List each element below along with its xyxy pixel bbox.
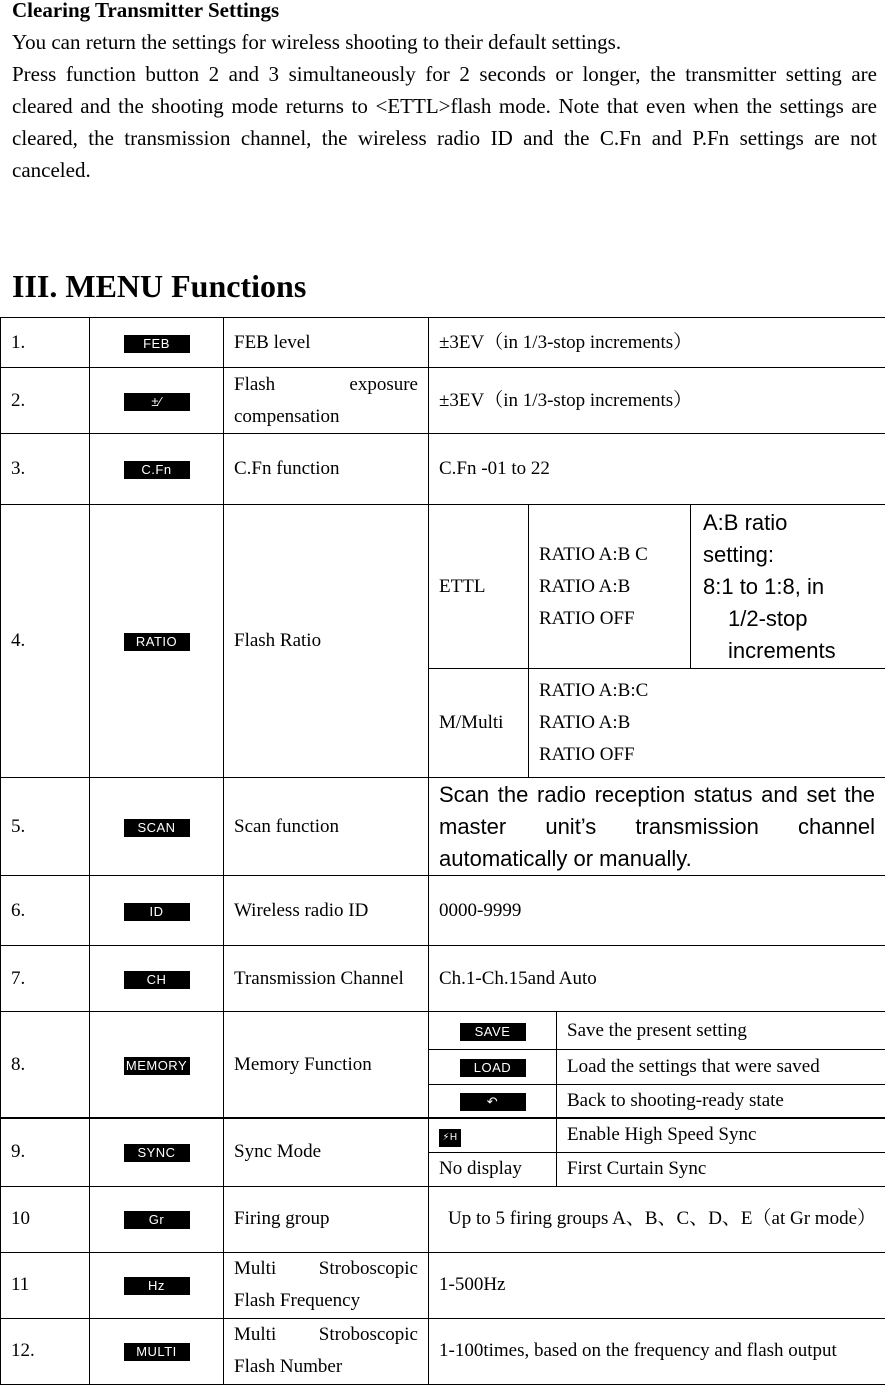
list-item: RATIO A:B <box>539 571 680 603</box>
section-title: III. MENU Functions <box>12 266 306 306</box>
row-name: Transmission Channel <box>224 946 429 1012</box>
row-value: ±3EV（in 1/3-stop increments） <box>429 318 885 368</box>
feb-icon: FEB <box>124 335 190 353</box>
row-value: Ch.1-Ch.15and Auto <box>429 946 885 1012</box>
back-arrow-icon: ↶ <box>460 1093 526 1111</box>
ettl-label: ETTL <box>429 505 529 669</box>
high-speed-sync-description: Enable High Speed Sync <box>557 1118 885 1152</box>
ab-ratio-note: A:B ratio setting: 8:1 to 1:8, in 1/2-stop increments <box>691 505 885 669</box>
table-row <box>1 876 885 946</box>
multi-label: M/Multi <box>429 669 529 778</box>
row-value: ±3EV（in 1/3-stop increments） <box>429 368 885 434</box>
table-row <box>1 946 885 1012</box>
table-row <box>1 505 885 669</box>
row-name: Sync Mode <box>224 1118 429 1186</box>
list-item: RATIO OFF <box>539 603 680 635</box>
clearing-title: Clearing Transmitter Settings <box>12 0 279 23</box>
load-description: Load the settings that were saved <box>557 1050 885 1085</box>
list-item: RATIO A:B:C <box>539 675 875 707</box>
table-row <box>1 1252 885 1318</box>
row-value: C.Fn -01 to 22 <box>429 434 885 505</box>
row-number: 5. <box>1 778 90 876</box>
row-value: 1-100times, based on the frequency and flash output <box>429 1318 885 1384</box>
row-number: 7. <box>1 946 90 1012</box>
row-number: 12. <box>1 1318 90 1384</box>
ratio-icon: RATIO <box>124 633 190 651</box>
channel-icon: CH <box>124 971 190 989</box>
scan-icon: SCAN <box>124 819 190 837</box>
sync-icon: SYNC <box>124 1144 190 1162</box>
list-item: RATIO A:B C <box>539 539 680 571</box>
row-name: Wireless radio ID <box>224 876 429 946</box>
row-name: FEB level <box>224 318 429 368</box>
memory-icon: MEMORY <box>124 1057 190 1075</box>
table-row <box>1 434 885 505</box>
row-number: 4. <box>1 505 90 778</box>
clearing-body: Press function button 2 and 3 simultaneously for 2 seconds or longer, the transmitter setting are cleared and the shooting mode returns to <ETTL>flash mode. Note that even when the settings are cleared, the transmission channel, the wireless radio ID and the C.Fn and P.Fn settings are not canceled. <box>12 58 877 186</box>
row-number: 11 <box>1 1252 90 1318</box>
hertz-icon: Hz <box>124 1277 190 1295</box>
multi-icon: MULTI <box>124 1343 190 1361</box>
group-icon: Gr <box>124 1211 190 1229</box>
row-number: 2. <box>1 368 90 434</box>
save-description: Save the present setting <box>557 1012 885 1050</box>
list-item: RATIO A:B <box>539 707 875 739</box>
table-row <box>1 778 885 876</box>
table-row <box>1 1012 885 1050</box>
menu-functions-table <box>0 317 885 1385</box>
row-name: C.Fn function <box>224 434 429 505</box>
ettl-ratio-options <box>529 505 691 669</box>
row-value: Up to 5 firing groups A、B、C、D、E（at Gr mode） <box>429 1186 885 1252</box>
load-icon: LOAD <box>460 1059 526 1077</box>
row-number: 8. <box>1 1012 90 1119</box>
table-row <box>1 1318 885 1384</box>
row-name: Multi Stroboscopic Flash Number <box>224 1318 429 1384</box>
custom-function-icon: C.Fn <box>124 461 190 479</box>
table-row <box>1 318 885 368</box>
row-number: 3. <box>1 434 90 505</box>
table-row <box>1 368 885 434</box>
no-display-label: No display <box>429 1152 557 1186</box>
id-icon: ID <box>124 903 190 921</box>
row-name: Flash Ratio <box>224 505 429 778</box>
row-number: 6. <box>1 876 90 946</box>
row-value: 0000-9999 <box>429 876 885 946</box>
save-icon: SAVE <box>460 1023 526 1041</box>
multi-ratio-options <box>529 669 885 778</box>
row-name: Firing group <box>224 1186 429 1252</box>
row-name: Memory Function <box>224 1012 429 1119</box>
list-item: RATIO OFF <box>539 739 875 771</box>
row-value: Scan the radio reception status and set the master unit’s transmission channel automatically or manually. <box>429 778 885 876</box>
clearing-intro: You can return the settings for wireless shooting to their default settings. <box>12 26 877 58</box>
table-row <box>1 1118 885 1152</box>
row-number: 1. <box>1 318 90 368</box>
high-speed-sync-icon: ⚡H <box>439 1129 461 1147</box>
table-row <box>1 1186 885 1252</box>
first-curtain-sync-description: First Curtain Sync <box>557 1152 885 1186</box>
row-name: Multi Stroboscopic Flash Frequency <box>224 1252 429 1318</box>
row-value: 1-500Hz <box>429 1252 885 1318</box>
back-description: Back to shooting-ready state <box>557 1085 885 1119</box>
exposure-compensation-icon: ±⁄ <box>124 393 190 411</box>
row-name: Flash exposure compensation <box>224 368 429 434</box>
row-number: 9. <box>1 1118 90 1186</box>
row-name: Scan function <box>224 778 429 876</box>
row-number: 10 <box>1 1186 90 1252</box>
